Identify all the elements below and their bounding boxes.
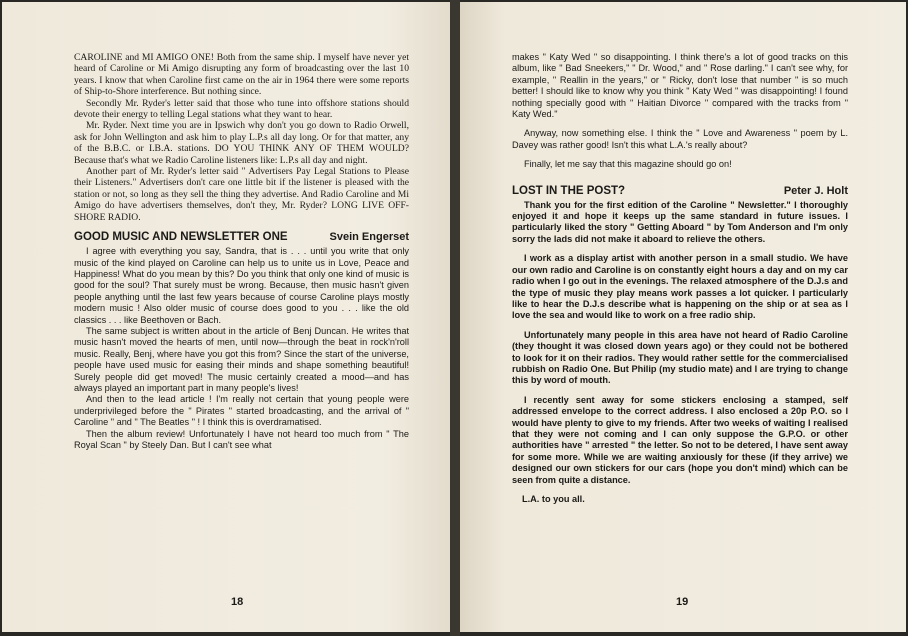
section-heading (512, 185, 848, 197)
paragraph: I work as a display artist with another person in a small studio. We have our own radio and Caroline is on constantly eight hours a day and on my car radio when I go out in the evenings. The relaxed atmosphere of the D.J.s and the type of music they play means work passes a lot quicker. I particularly like to hear the D.J.s describe what is happening on the ship or at sea as I love the sea and would like to work on a free radio ship. (512, 253, 848, 321)
paragraph: Mr. Ryder. Next time you are in Ipswich why don't you go down to Radio Orwell, ask for John Wellington and ask him to play L.P.s all day long. Or for that matter, any of the B.B.C. or I.B.A. stations. DO YOU THINK ANY OF THEM WOULD? Because that's what we Radio Caroline listeners like: L.P.s all day and night. (74, 120, 409, 166)
paragraph: CAROLINE and MI AMIGO ONE! Both from the same ship. I myself have never yet heard of Caroline or Mi Amigo disrupting any form of broadcasting over the last 10 years. I know that when Caroline first came on the air in 1964 there were some reports of Ship-to-Shore interference. But nothing since. (74, 52, 409, 98)
paragraph: Anyway, now something else. I think the " Love and Awareness " poem by L. Davey was rather good! Isn't this what L.A.'s really about? (512, 128, 848, 150)
section-author: Peter J. Holt (783, 184, 848, 197)
paragraph: Thank you for the first edition of the Caroline " Newsletter." I thoroughly enjoyed it and hope it keeps up the same standard in future issues. I particularly liked the story " Getting Aboard " by Tom Anderson and I'm only sorry the lads did not make it aboard to relieve the others. (512, 199, 848, 244)
left-page (2, 2, 450, 632)
paragraph: Then the album review! Unfortunately I have not heard too much from " The Royal Scan " by Steely Dan. But I can't see what (74, 428, 409, 450)
section-heading (74, 231, 409, 243)
page-number: 18 (231, 596, 244, 608)
paragraph: Another part of Mr. Ryder's letter said " Advertisers Pay Legal Stations to Please their Listeners." Advertisers don't care one little bit if the listener is pleased with the station or not, so long as they sell the thing they advertise. And Radio Caroline and Mi Amigo do have advertisers themselves, don't they, Mr. Ryder? LONG LIVE OFF-SHORE RADIO. (74, 166, 409, 223)
section-author: Svein Engerset (329, 231, 409, 244)
paragraph: I agree with everything you say, Sandra, that is . . . until you write that only music of the kind played on Caroline can help us to unite us in Love, Peace and Happiness! What do you mean by this? Do you think that only one kind of music is good for the soul? That surely must be wrong. Because, then music hasn't given people anything until the last few years because of course Caroline plays mostly modern music ! Also older music of course does good to you . . . like the old classics . . . like Beethoven or Bach. (74, 246, 409, 325)
page-number: 19 (676, 596, 689, 608)
section-title: LOST IN THE POST? (512, 184, 626, 197)
right-page (460, 2, 906, 632)
book-gutter (450, 0, 460, 636)
paragraph: Secondly Mr. Ryder's letter said that those who tune into offshore stations should devote their energy to telling Legal stations what they want to hear. (74, 97, 409, 121)
closing-line: L.A. to you all. (522, 494, 585, 504)
section-title: GOOD MUSIC AND NEWSLETTER ONE (74, 231, 288, 244)
paragraph: I recently sent away for some stickers enclosing a stamped, self addressed envelope to the correct address. I also enclosed a 20p P.O. so I would have plenty to give to my friends. After two weeks of waiting I realised that they were not coming and I can only suppose the G.P.O. or other authorities have " arrested " the letter. So not to be detered, I have sent away for some more. While we are waiting anxiously for these (if they arrive) we designed our own stickers for our cars (hope you don't mind) which can be seen from quite a distance. (512, 394, 848, 485)
paragraph: Unfortunately many people in this area have not heard of Radio Caroline (they thought it was closed down years ago) or they could not be bothered to look for it on their radios. They would rather settle for the commercialised rubbish on Radio One. But Philip (my studio mate) and I are trying to change this by word of mouth. (512, 329, 848, 386)
right-page-column (512, 52, 848, 505)
paragraph: makes " Katy Wed " so disappointing. I think there's a lot of good tracks on this album, like " Bad Sneekers," " Dr. Wood," and " Rose darling." I can't see why, for example, " Reallin in the years," or " Ricky, don't lose that number " is so much better! I should like to know why you think " Katy Wed " was disappointing! I found nothing specially good with " Haitian Divorce " compared with the tracks from " Katy Wed." (512, 52, 848, 120)
left-page-column (74, 52, 409, 451)
paragraph: The same subject is written about in the article of Benj Duncan. He writes that music hasn't moved the hearts of men, until now—through the beat in rock'n'roll music. Really, Benj, where have you got this from? Since the start of the universe, people have used music for easing their minds and shape something beautiful! Surely people did get moved! The music certainly created a mood—and has always played an important part in many people's lives! (74, 325, 409, 393)
paragraph: And then to the lead article ! I'm really not certain that young people were underprivileged before the " Pirates " started broadcasting, and the arrival of " Caroline " and " The Beatles " ! I think this is overdramatised. (74, 394, 409, 428)
paragraph: Finally, let me say that this magazine should go on! (524, 159, 732, 170)
